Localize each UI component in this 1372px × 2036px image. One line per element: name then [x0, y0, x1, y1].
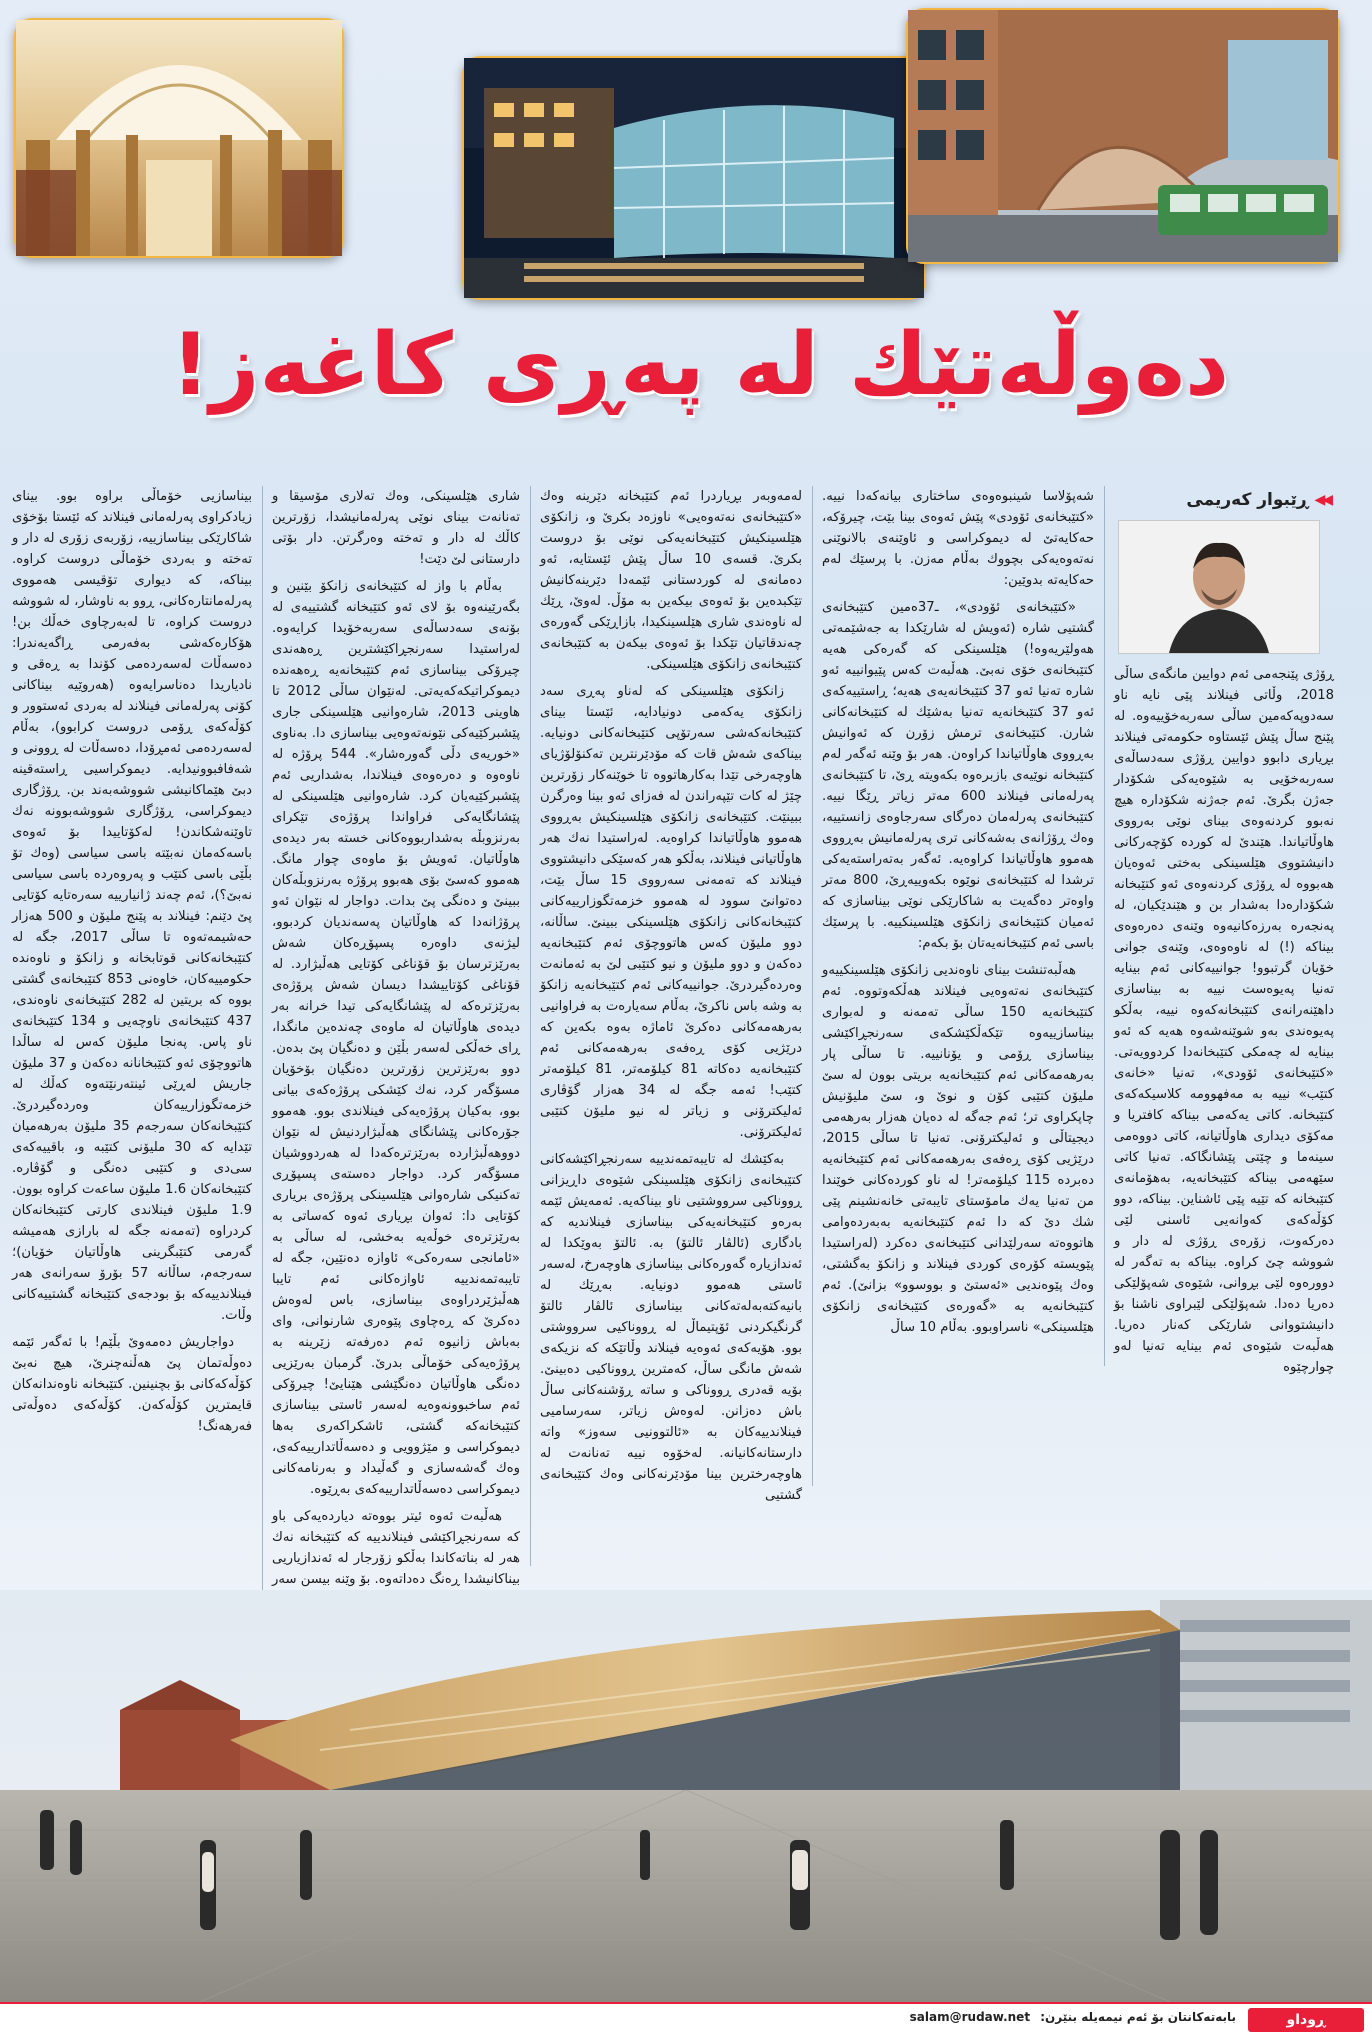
column-divider: [812, 486, 813, 1486]
column-4-paragraph-1: شاری هێلسینكی، وەك تەلاری مۆسیقا و تەنانەت بینای نوێی پەرلەمانیشدا، زۆرترین كاڵك لە دار و تەختە وەرگرتن. دار بۆتی دارستانی لێ دێت!: [272, 489, 520, 567]
column-3-paragraph-3: بەكێشك لە تایبەتمەندییە سەرنجڕاكێشەكانی كتێبخانەی زانكۆی هێلسینكی شێوەی داڕیزانی ڕووناكیی سرووشتیی ناو بیناكەیە. ئەمەیش ئێمە بەرەو كتێبخانەیەكی بیناسازی فینلاندیە كە بادگاری (ئالڤار ئالتۆ) بە. ئالتۆ بەوێكدا لە ئەندازیارە گەورەكانی بیناسازی هاوچەرخ، لەسەر ئاستی هەموو دونیایە. بەڕێك لە بانیەكتەبەلەتەكانی بیناسازی ئالڤار ئالتۆ گرنگیكردنی ئۆپتیماڵ لە ڕووناكیی سرووشتی بوو. هۆیەكەی ئەوەیە فینلاند وڵاتێكە كە نزیكەی شەش مانگی ساڵ، كەمترین ڕووناكیی دەبینێ. بۆیە قەدری ڕووناكی و ساتە ڕۆشنەكانی ساڵ باش دەزانن. لەوەش زیاتر، سەرسامیی فینلاندییەكان بە «ئالتوونیی سەوز» واتە دارستانەكانیانە. لەخۆوە نییە تەنانەت لە هاوچەرخترین بینا مۆدێرنەكانی وەك كتێبخانەی گشتیی: [540, 1152, 802, 1503]
column-5-paragraph-2: دواجاریش دەمەوێ بڵێم! با ئەگەر ئێمە دەوڵەتمان پێ هەڵنەچنرێ، هیچ نەبێ كۆڵەكەكانی بۆ بچنینین. كتێبخانە ناوەندانەكان قایمترین كۆڵەكەن. كۆڵەكەی دەوڵەتی فەرهەنگ!: [12, 1335, 252, 1434]
library-rendering-image: [0, 1590, 1372, 2002]
column-3-paragraph-2: زانكۆی هێلسینكی كە لەناو پەڕی سەد زانكۆی یەكەمی دونیادایە، ئێستا بینای كتێبخانەكەشی سەرتۆپی كتێبخانەكانی دونیایە. بیناكەی شەش قات كە مۆدێرنترین تەكنۆلۆژیای هاوچەرخی تێدا بەكارهاتووە تا خوێنەكار زۆرترین چێژ لە كات تێپەراندن لە فەزای ئەو بینا وەرگرن ببینێت. كتێبخانەی زانكۆی هێلسینكیش بەڕووی هەموو هاوڵاتیاندا كراوەیە. لەراستیدا نەك هەر هاوڵاتیانی فینلاند، بەڵكو هەر كەسێكی دانیشتووی فینلاند كە تەمەنی سەرووی 15 ساڵ بێت، دەتوانێ سوود لە هەموو خزمەتگوزارییەكانی كتێبخانەكانی زانكۆی هێلسینكی ببینێ. ساڵانە، دوو ملیۆن كەس هاتووچۆی ئەم كتێبخانەیە دەكەن و دوو ملیۆن و نیو كتێبی لێ بە ئەمانەت وەردەگیردرێ. جوانییەكانی ئەم كتێبخانەیە زانكۆ بە وشە باس ناكرێ، بەڵام سەیارەت بە فراوانیی بەرهەمەكانی دەكرێ ئاماژە بەوە بكەین كە درێژیی كۆی ڕەفەی بەرهەمەكانی ئەم كتێبخانەیە دەكاتە 81 كیلۆمەتر، 81 كیلۆمەتر كتێب! ئەمە جگە لە 34 هەزار گۆڤاری ئەلیكترۆنی و زیاتر لە نیو ملیۆن كتێبی ئەلیكترۆنی.: [540, 684, 802, 1140]
column-divider: [1104, 486, 1105, 1366]
article-column-1: [1114, 664, 1334, 1375]
column-divider: [262, 486, 263, 1616]
column-4-paragraph-3: هەڵبەت ئەوە ئیتر بووەتە دیاردەیەكی باو كە سەرنجڕاكێشی فینلاندییە كە كتێبخانە نەك هەر لە بناتەكاندا بەڵكو زۆرجار لە ئەندازیاریی بیناكانیشدا ڕەنگ دەداتەوە. بۆ وێنە بیسن سەر: [272, 1509, 520, 1587]
column-3-paragraph-1: لەمەوبەر بڕیاردرا ئەم كتێبخانە دێرینە وەك «كتێبخانەی نەتەوەیی» ناوزەد بكرێ و، زانكۆی هێلسینكیش كتێبخانەیەكی نوێی بۆ دروست بكرێ. قسەی 10 ساڵ پێش ئێستایە، ئەو دەمانەی لە كوردستانی ئێمەدا دێرینەكانیش تێكبدەین بۆ ئەوەی بیكەین بە مۆڵ. لەوێ، ڕێك لە ناوەندی شاری هێلسینكیدا، بازاڕێكی گەورەی چەندقاتیان تێكدا بۆ ئەوەی بیكەن بە كتێبخانەی كتێبخانەی زانكۆی هێلسینكی.: [540, 489, 802, 672]
headline: دەوڵەتێك لە پەڕی كاغەز!: [170, 315, 1230, 415]
column-1-paragraph-1: ڕۆژی پێنجەمی ئەم دوایین مانگەی ساڵی 2018، وڵاتی فینلاند پێی نایە ناو سەدوپەكەمین ساڵی سەربەخۆییەوە. لە پێنج ساڵ پێش ئێستاوە حكومەتی فینلاند بڕیاری دابوو دوایین ڕۆژی سەدساڵەی سەربەخۆیی بە شێوەیەكی شكۆدار جەژن بگرێ. ئەم جەژنە شكۆدارە هیچ نەبوو كردنەوەی بینای نوێی بەرووی هاوڵاتیاندا. هێندێ لە كوردە كۆچەركانی دانیشتووی هێلسینكی بەختی ئەوەیان هەبووە لە ڕۆژی كردنەوەی ئەو كتێبخانە شكۆدارەدا بەشدار بن و هێندێكیان، لە پەنجەرە بەرزەكانیەوە وێنەی دەرەوەی بیناكە (!) لە ناوەوەی، وێنەی جوانی خۆیان گرتبوو! جوانییەكانی ئەم بینایە تەنیا پەیوەست نییە بە بیناسازی داهێنەرانەی كتێبخانەكەوە نییە، بەڵكو پەیوەندی بەو شوێنەشەوە هەیە كە ئەو بینایە لە چەمكی كتێبخانەدا كردوویەتی. «كتێبخانەی ئۆودی»، تەنیا «خانەی كتێب» نییە بە مەفهوومە كلاسیكەكەی كتێبخانە. كاتی یەكەمی بیناكە كافتریا و مەكۆی دیداری هاوڵاتیانە، كاتی دووەمی سینەما و چێتی پێشانگاكە. تەنیا كاتی سێهەمی بیناكە كتێبخانەیە، بەهۆمانەی كتێبخانە كە تێیە پێی ئاشناین. بیناكە، دوو كۆڵەكەی كەوانەیی ئاسنی لێی دەركەوت، زۆرەی ڕۆژی لە دار و شووشە چێ كراوە. بیناكە بە تەگەر لە دوورەوە لێی بڕوانی، شێوەی شەپۆلێكی دەریا دەدا. شەپۆلێكی لێبراوی ناشنا بۆ دانیشتووانی شارێكی كەنار دەریا. هەڵبەت شێوەی ئەم بینایە تەنیا لەو چوارچێوە: [1114, 667, 1334, 1375]
column-2-paragraph-2: «كتێبخانەی ئۆودی»، ـ37ەمین كتێبخانەی گشتیی شارە (ئەویش لە شارێكدا بە جەشێمەتی هەولێریەوە!) هێلسینكی كە گەرەكی هەیە كتێبخانەی خۆی نەبێ. هەڵبەت كەس پێیوانییە ئەو شارە تەنیا ئەو 37 كتێبخانەیەی هەیە؛ ڕاستییەكەی ئەو 37 كتێبخانەیە تەنیا بەشێك لە كتێبخانەكانی شارن. كتێبخانەی ترمش زۆرن كە ئەوانیش بەڕووی هاوڵاتیاندا كراوەن. هەر بۆ وێنە ئەگەر لەم كتێبخانە نوێیەی بازبرەوە بكەویتە ڕێ، تا كتێبخانەی پەرلەمانی فینلاند 600 مەتر زیاتر ڕێگا نییە. كتێبخانەی پەرلەمان دەرگای سەرجاوەی زانستییە، وەك ڕۆژانەی بەشەكانی تری پەرلەمانیش بەڕووی هەموو هاوڵاتیاندا كراوەیە. ئەگەر بەتەراستەیەكی ترشدا لە كتێبخانەی نوێوە بكەوییەڕێ، 800 مەتر واوەتر دەگەیت بە شاكارێكی نوێی بیناسازی كە ئەمیان كتێبخانەی زانكۆی هێلسینكییە. با پرسێك باسی ئەم كتێبخانەیەتان بۆ بكەم:: [822, 600, 1095, 951]
library-interior-photo: [14, 18, 344, 258]
footer-submission-note: [910, 2010, 1236, 2024]
page-footer: [0, 2002, 1372, 2036]
rudaw-logo: ڕوداو: [1248, 2008, 1364, 2032]
library-street-photo: [906, 8, 1340, 264]
article-column-5: [12, 486, 252, 1616]
footer-invite-text: بابەتەكانتان بۆ ئەم نیمەیلە بنێرن:: [1040, 2010, 1236, 2024]
library-night-photo: [462, 56, 926, 300]
column-4-paragraph-2: بەڵام با واز لە كتێبخانەی زانكۆ بێنین و بگەرێینەوە بۆ لای ئەو كتێبخانە گشتییەی لە بۆنەی سەدساڵەی سەربەخۆیدا كرایەوە. لەراستیدا سەرنجڕاكێشترین ڕەهەندی چیرۆكی بیناسازی ئەم كتێبخانەیە ڕەهەندە دیموكراتیكەكەیەتی. لەنێوان ساڵی 2012 تا هاوینی 2013، شارەوانیی هێلسینكی جاری پێشبركێیەكی نێونەتەوەیی بیناسازی دا. بەناوی «خوریەی دڵی گەورەشار». 544 پرۆژە لە ناوەوە و دەرەوەی فینلاندا، بەشداریی ئەم پێشبركێیەیان كرد. شارەوانیی هێلسینكی لە پێشانگایەكی فراواندا پرۆژەی تێكرای بەرنزوبڵە بەشداربووەكانی خستە بەر دیدەی هاوڵاتیان. ئەویش بۆ ماوەی چوار مانگ. هەموو كەسێ بۆی هەبوو پرۆژە بەرنزوبڵەكان ببینێ و دەنگی پێ بدات. دواجار لە نێوان ئەو پرۆژانەدا كە هاوڵاتیان پەسەندیان كردبوو، لیژنەی داوەرە پسپۆڕەكان شەش بەرێزترسان بۆ قۆناغی كۆتایی هەڵبژارد. لە قۆناغی كۆتاییشدا دیسان شەش پرۆژەی بەرێزترەكە لە پێشانگایەكی تیدا خرانە بەر دیدەی هاوڵاتیان لە ماوەی چەندەین مانگدا، ڕای خەڵكی لەسەر بڵێن و دەنگیان پێ بدەن. دوو بەرێزترین زۆرترین دەنگیان بۆخۆیان مسۆگەر كرد، نەك كێشكی پرۆژەكەی بیانی بوو، بەكیان پرۆژەیەكی فینلاندی بوو. هەموو جۆرەكانی پێشانگای هەڵبژاردنیش لە نێوان دووهەڵبژاردە بەرێزترەكەدا لە هەردووشیان مسۆگەر كرد. دواجار دەستەی پسپۆڕی تەكنیكی شارەوانی هێلسینكی پرۆژەی برياری كۆتایی دا: ئەوان بڕیاری ئەوە كەساتی بە بەرێزترەی خوڵەیە بەخشی، لە ساڵی بە «ئامانجی سەرەكی» ئاوازە دەنێین، جگە لە تایبەتمەندییە ئاوازەكانی ئەم تایبا هەڵبژێردراوەی بیناسازی، باس لەوەش دەكرێ كە ڕەچاوی پێوەری شارنوانی، وای بەباش زانیوە ئەم دەرفەتە زێرینە بە پرۆژەیەكی خۆماڵی بدرێ. گرمبان بەرێزیی دەنگی هاوڵاتیان دەنگێشی هێنایێ! چیرۆكی ئەم ساخبوونەوەیە لەسەر ئاستی بیناسازی كتێبخانەكە گشتی، ئاشكراكەری بەها دیموكراسی و مێژوویی و دەسەڵاتدارییەكەی، وەك گەشەسازی و گەڵیداد و بەرنامەكانی دیموكراسی دەسەڵاتدارییەكەی بەڕێوە.: [272, 579, 520, 1497]
column-2-paragraph-3: هەڵبەتنشت بینای ناوەندیی زانكۆی هێلسینكییەو كتێبخانەی نەتەوەیی فینلاند هەڵكەوتووە. ئەم كتێبخانەیە 150 ساڵی تەمەنە و لەبواری بیناسازییەوە تێكەڵكێشكەی سەرنجڕاكێشی بیناسازی ڕۆمی و یۆنانییە. تا ساڵی پار بەرهەمەكانی ئەم كتێبخانەیە بریتی بوون لە سێ ملیۆن كتێبی كۆن و نوێ و، سێ ملیۆنیش چاپكراوی تر؛ ئەم جەگە لە دەیان هەزار بەرهەمی دیجیتاڵی و ئەلیكترۆنی. تەنیا تا ساڵی 2015، درێژیی كۆی ڕەفەی بەرهەمەكانی ئەم كتێبخانەیە دەبردە 115 كیلۆمەتر! لە ناو كوردەكانی خوێندا من تەنیا یەك مامۆستای تایبەتی خانەنشینم پێی شك دێ كە دا ئەم كتێبخانەیە بەبەردەوامی هاتووەتە سەرلێدانی كتێبخانەی دەكرد (لەراستیدا پێویستە كۆرەی كوردی فینلاند و زانكۆ بەگشتی، وەك پێوەندیی «ئەستێ و بووسوو» بزانێ). ئەم كتێبخانەیە بە «گەورەی كتێبخانەی زانكۆی هێلسینكی» ناسراوبوو. بەڵام 10 ساڵ: [822, 963, 1094, 1335]
column-2-paragraph-1: شەپۆلاسا شینبوەوەی ساختاری بیانەكەدا نییە. «كتێبخانەی ئۆودی» پێش ئەوەی بینا بێت، چیرۆكە، حەكایەتێ لە دیموكراسی و ئاوێنەی بالانوێنی نەتەوەیەكی بچووك بەڵام مەزن. با پرسێك لەم حەكایەتە بدوێین:: [822, 489, 1094, 588]
byline-arrows-icon: ◀◀: [1314, 492, 1330, 508]
column-5-paragraph-1: بیناسازیی خۆماڵی براوە بوو. بینای زیادكراوی پەرلەمانی فینلاند كە ئێستا بۆخۆی شاكارێكی بیناسازییە، زۆربەی زۆری لە دار و تەختە و بەردی خۆماڵی دروست كراوە. بیناكە، كە دیواری تۆقیسی هەمووی پەرلەمانتارەكانی، ڕوو بە ناوشار، لە شووشە دروست كراوە، تا لەبەرچاوی خەڵك بن! هۆكارەكەشی بەفەرمی ڕاگەیەندرا: دەسەڵات لەسەردەمی كۆندا بە ڕەقی و نادیاریدا دەناسرایەوە (هەروێیە بیناكانی كۆنی پەرلەمانی فینلاند لە بەردی ئەستوور و كۆڵەكەی ڕۆمی دروست كرابوو)، بەڵام لەسەردەمی ئەمڕۆدا، دەسەڵات لە ڕوونی و شەفافبوونیدایە. دیموكراسیی ڕاستەقینە دبێ هێماكانیشی شووشەبەند بن. ڕۆژگاری دیموكراسی، ڕۆژگاری شووشەبوونە نەك تاوێنەشكاندن! لەكۆتاییدا بۆ ئەوەی باسەكەمان نەبێتە باسی سیاسی (وەك تۆ بڵێی باسی كتێب و پەروەردە باسی سیاسی نەبێ؟)، ئەم چەند ژانیارییە سەرەتایە كۆتایی پێ دێنم: فینلاند بە پێنج ملیۆن و 500 هەزار حەشیمەتەوە تا ساڵی 2017، جگە لە كتێبخانەكانی قوتابخانە و زانكۆ و ناوەندە حكومییەكان، خاوەنی 853 كتێبخانەی گشتی بووە كە بریتین لە 282 كتێبخانەی ناوەندی، 437 كتێبخانەی ناوچەیی و 134 كتێبخانەی ناو پاس. پەنجا ملیۆن كەس لە ساڵدا هاتووچۆی ئەو كتێبخانانە دەكەن و 37 ملیۆن جاریش لەڕێی ئینتەرنێتەوە كەڵك لە خزمەتگوزارییەكان وەردەگیردرێ. كتێبخانەكان سەرجەم 35 ملیۆن بەرهەمیان تێدایە كە 30 ملیۆنی كتێبە و، باقییەكەی سی‌دی و كتێبی دەنگی و گۆڤارە. كتێبخانەكان 1.6 ملیۆن ساعەت كراوە بوون. 1.9 ملیۆن فینلاندی كارتی كتێبخانەكان كردراوە (تەمەنە جگە لە بارازی هەمیشە گەرمی كتێبگرینی هاوڵاتیان خۆیان)؛ سەرجەم، ساڵانە 57 بۆرۆ سەرانەی هەر فینلاندییەكە بۆ بودجەی كتێبخانە گشتییەكانی وڵات.: [12, 489, 252, 1323]
author-photo: [1118, 520, 1320, 654]
article-column-2: [822, 486, 1094, 1366]
author-name: ڕێبوار كەریمی: [1186, 490, 1309, 510]
author-byline: [1110, 486, 1330, 514]
article-column-4: [272, 486, 520, 1587]
footer-email-link[interactable]: salam@rudaw.net: [909, 2010, 1031, 2024]
column-divider: [530, 486, 531, 1566]
article-column-3: [540, 486, 802, 1503]
